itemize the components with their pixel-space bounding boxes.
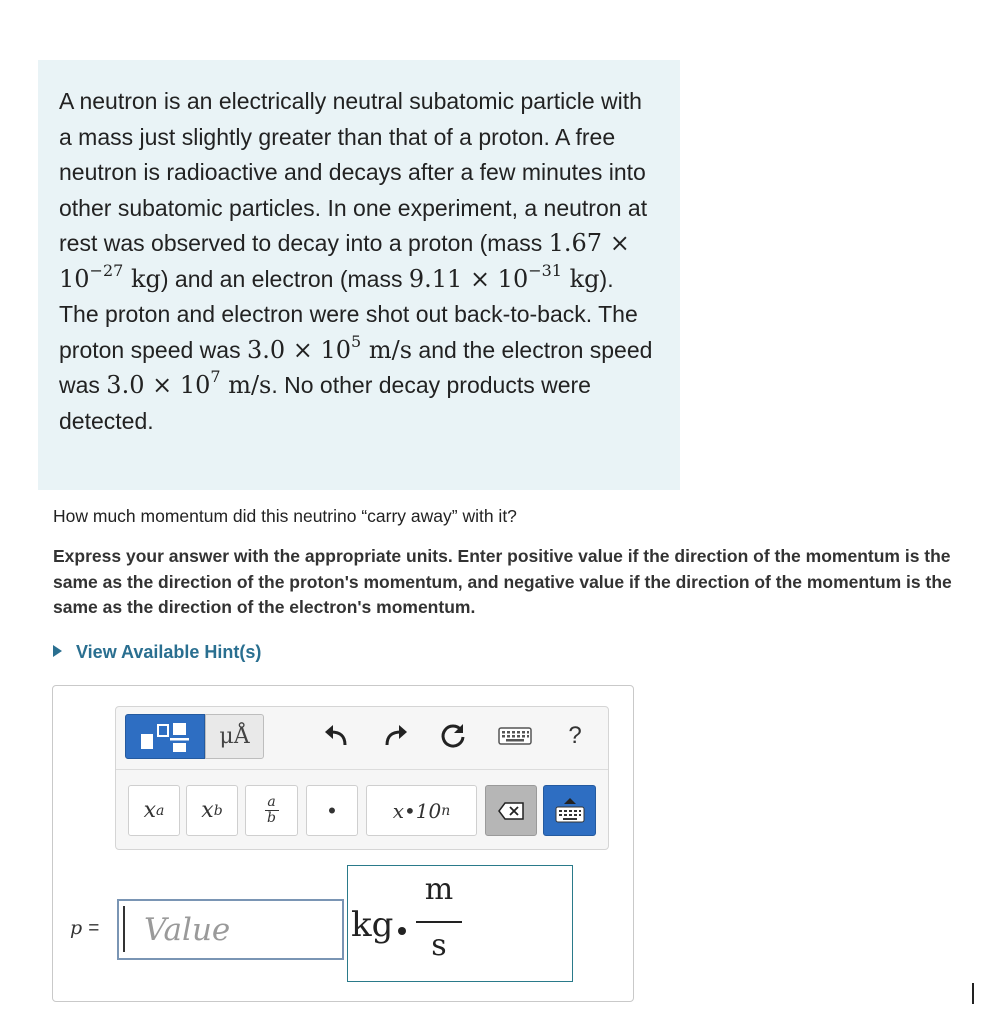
answer-variable-label — [70, 917, 99, 940]
multiply-dot-key[interactable]: • — [306, 785, 358, 836]
electron-mass: $9.11 \times 10^{-31}$ kg — [408, 260, 600, 293]
redo-icon — [381, 721, 411, 751]
problem-text-part: . No other decay products were detected. — [59, 372, 591, 434]
keyboard-shortcuts-button[interactable] — [496, 718, 534, 754]
equals-sign: = — [88, 918, 100, 939]
proton-mass: $1.67 \times 10^{-27}$ kg — [59, 229, 630, 293]
view-hints-link[interactable] — [53, 642, 261, 663]
keyboard-toggle-icon — [555, 796, 585, 826]
scientific-notation-key[interactable]: x•10 n — [366, 785, 477, 836]
variable-symbol: p — [70, 917, 83, 939]
help-button[interactable]: ? — [568, 722, 582, 749]
view-hints-label: View Available Hint(s) — [76, 642, 262, 662]
text-cursor — [972, 983, 974, 1004]
reset-icon — [438, 721, 468, 751]
fraction-numerator: a — [267, 794, 276, 810]
expand-triangle-icon — [53, 645, 62, 657]
value-input[interactable] — [117, 899, 344, 960]
fraction-key[interactable] — [245, 785, 298, 836]
templates-button[interactable] — [125, 714, 205, 759]
redo-button[interactable] — [378, 718, 414, 754]
delete-key[interactable] — [485, 785, 537, 836]
reset-button[interactable] — [435, 718, 471, 754]
unit-kg: kg — [351, 905, 394, 945]
unit-denominator: s — [431, 928, 447, 963]
units-button[interactable]: μÅ — [205, 714, 264, 759]
problem-statement — [38, 60, 680, 490]
electron-speed: $3.0 \times 10^7$ m/s — [106, 367, 272, 399]
problem-text-part: ) and an electron (mass — [160, 265, 409, 292]
toolbar-divider — [116, 769, 608, 770]
problem-text-part: and the electron speed was — [59, 336, 653, 398]
subscript-key[interactable]: x b — [186, 785, 238, 836]
undo-icon — [321, 721, 351, 751]
proton-speed: $3.0 \times 10^5$ m/s — [246, 331, 413, 364]
problem-text — [59, 84, 658, 439]
problem-text-part: A neutron is an electrically neutral subatomic particle with a mass just slightly greater than that of a proton. A free neutron is radioactive and decays after a few minutes into other subatomic particles. In one experiment, a neutron at rest was observed to decay into a proton (mass — [59, 88, 648, 256]
fraction-denominator: b — [267, 810, 276, 826]
problem-text-part: ). The proton and electron were shot out back-to-back. The proton speed was — [59, 265, 638, 363]
unit-numerator: m — [424, 872, 454, 907]
undo-button[interactable] — [318, 718, 354, 754]
toggle-keyboard-key[interactable] — [543, 785, 596, 836]
keyboard-icon — [498, 725, 532, 747]
superscript-key[interactable]: x a — [128, 785, 180, 836]
templates-icon — [137, 720, 193, 754]
backspace-icon — [498, 802, 524, 820]
answer-instructions: Express your answer with the appropriate units. Enter positive value if the direction of the momentum is the same as the direction of the proton's momentum, and negative value if the direction of the momentum is the same as the direction of the electron's momentum. — [53, 546, 952, 617]
text-caret — [123, 906, 125, 952]
question-text: How much momentum did this neutrino “carry away” with it? — [53, 506, 517, 526]
unit-multiply-dot — [398, 927, 406, 935]
unit-fraction-bar — [416, 921, 462, 923]
